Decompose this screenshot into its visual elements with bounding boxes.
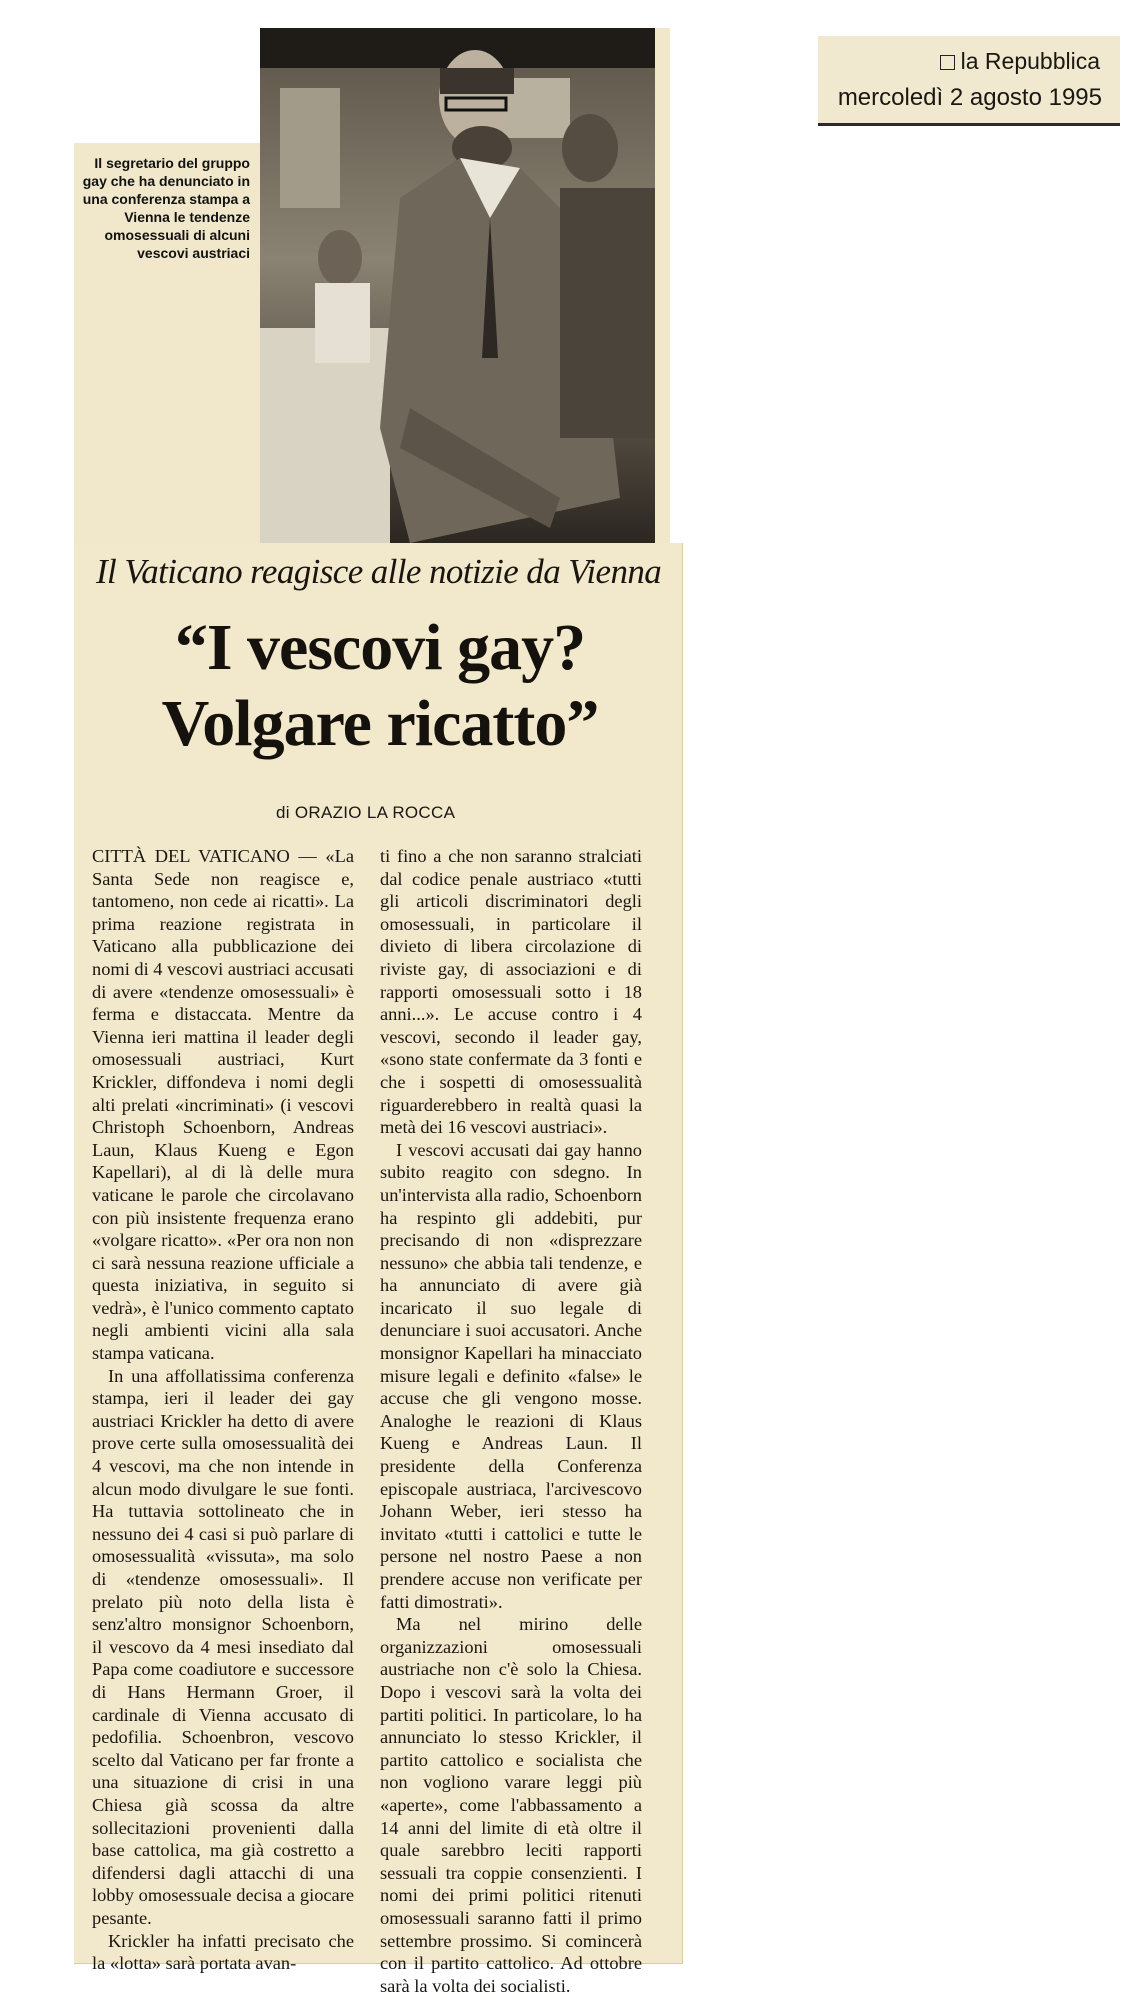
bleed-through-text: [74, 330, 264, 410]
article-column-2: [380, 845, 642, 1997]
article-headline: [90, 610, 670, 762]
newspaper-name: la Repubblica: [960, 48, 1100, 74]
checkbox-square-icon: [940, 55, 955, 70]
paragraph: ti fino a che non saranno stralciati dal codice penale austriaco «tutti gli articoli discriminatori degli omosessuali, in particolare il divieto di libera circolazione di riviste gay, di associazioni e di rapporti omosessuali sotto i 18 anni...». Le accuse contro i 4 vescovi, secondo il leader gay, «sono state confermate da 3 fonti e che i sospetti di omosessualità riguarderebbero in realtà quasi la metà dei 16 vescovi austriaci».: [380, 846, 642, 1138]
headline-line-2: Volgare ricatto”: [161, 687, 599, 760]
headline-line-1: “I vescovi gay?: [174, 611, 586, 684]
article-byline: di ORAZIO LA ROCCA: [276, 803, 456, 822]
source-label: [818, 36, 1120, 126]
news-photo: [260, 28, 655, 543]
photo-caption: Il segretario del gruppo gay che ha denunciato in una conferenza stampa a Vienna le tendenze omosessuali di alcuni vescovi austriaci: [82, 155, 250, 261]
article-column-1: [92, 845, 354, 1975]
paragraph: CITTÀ DEL VATICANO — «La Santa Sede non reagisce e, tantomeno, non cede ai ricatti». La prima reazione registrata in Vaticano alla pubblicazione dei nomi di 4 vescovi austriaci accusati di avere «tendenze omosessuali» è ferma e distaccata. Mentre da Vienna ieri mattina il leader degli omosessuali austriaci, Kurt Krickler, diffondeva i nomi degli alti prelati «incriminati» (i vescovi Christoph Schoenborn, Andreas Laun, Klaus Kueng e Egon Kapellari), al di là delle mura vaticane le parole che circolavano con più insistente frequenza erano «volgare ricatto». «Per ora non non ci sarà nessuna reazione ufficiale a questa iniziativa, in seguito si vedrà», è l'unico commento captato negli ambienti vicini alla sala stampa vaticana.: [92, 846, 354, 1364]
paragraph: Ma nel mirino delle organizzazioni omosessuali austriache non c'è solo la Chiesa. Dopo i vescovi sarà la volta dei partiti politici. In particolare, lo ha annunciato lo stesso Krickler, il partito cattolico e socialista che non vogliono varare leggi più «aperte», come l'abbassamento a 14 anni del limite di età oltre il quale sarebbro leciti rapporti sessuali tra coppie consenzienti. I nomi dei primi politici ritenuti omosessuali saranno fatti il primo settembre prossimo. Si comincerà con il partito cattolico. Ad ottobre sarà la volta dei socialisti.: [380, 1614, 642, 1996]
publication-date: mercoledì 2 agosto 1995: [837, 84, 1102, 111]
photo-illustration: [260, 28, 655, 543]
article-kicker: Il Vaticano reagisce alle notizie da Vienna: [96, 552, 662, 591]
paragraph: I vescovi accusati dai gay hanno subito reagito con sdegno. In un'intervista alla radio, Schoenborn ha respinto gli addebiti, pur precisando di non «disprezzare nessuno» che abbia tali tendenze, e ha annunciato di avere già incaricato il suo legale di denunciare i suoi accusatori. Anche monsignor Kapellari ha minacciato misure legali e definito «false» le accuse che gli vengono mosse. Analoghe le reazioni di Klaus Kueng e Andreas Laun. Il presidente della Conferenza episcopale austriaca, l'arcivescovo Johann Weber, ieri stesso ha invitato «tutti i cattolici e tutte le persone nel nostro Paese a non prendere accuse non verificate per fatti dimostrati».: [380, 1139, 642, 1612]
paragraph: In una affollatissima conferenza stampa, ieri il leader dei gay austriaci Krickler ha detto di avere prove certe sulla omosessualità dei 4 vescovi, ma che non intende in alcun modo divulgare le sue fonti. Ha tuttavia sottolineato che in nessuno dei 4 casi si può parlare di omosessualità «vissuta», ma solo di «tendenze omosessuali». Il prelato più noto della lista è senz'altro monsignor Schoenborn, il vescovo da 4 mesi insediato dal Papa come coadiutore e successore di Hans Hermann Groer, il cardinale di Vienna accusato di pedofilia. Schoenbron, vescovo scelto dal Vaticano per far fronte a una situazione di crisi in una Chiesa già scossa da altre sollecitazioni provenienti dalla base cattolica, ma già costretto a difendersi dagli attacchi di una lobby omosessuale decisa a giocare pesante.: [92, 1365, 354, 1928]
paragraph: Krickler ha infatti precisato che la «lotta» sarà portata avan-: [92, 1930, 354, 1974]
